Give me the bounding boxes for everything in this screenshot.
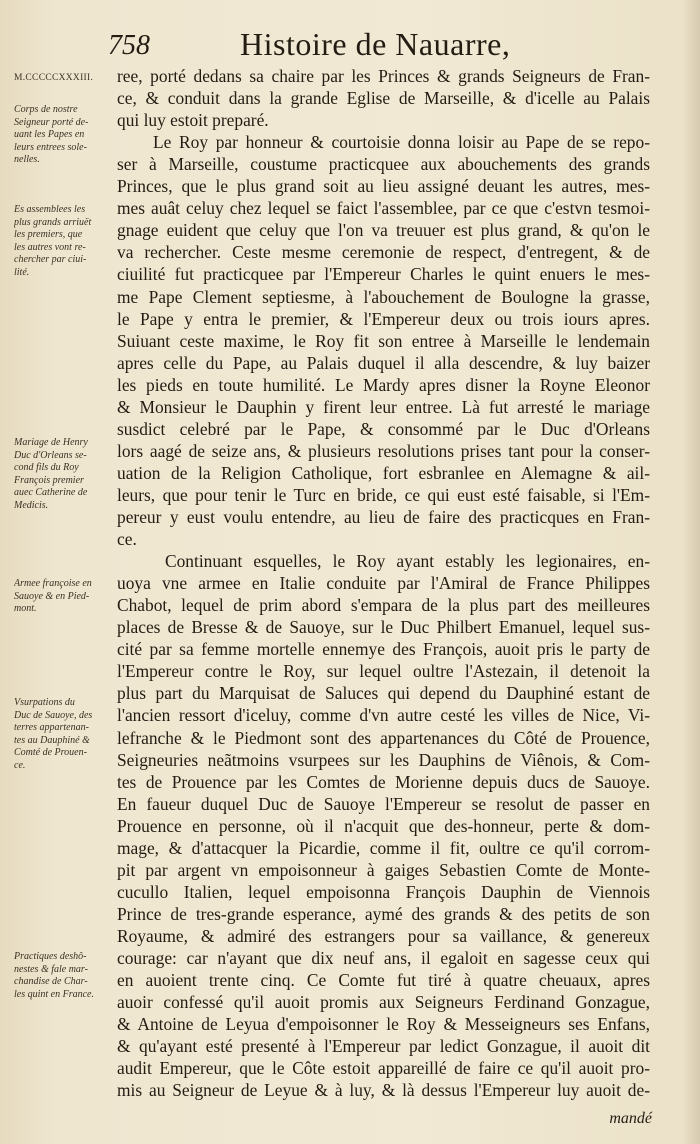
margin-note-line: Medicis. xyxy=(14,499,49,511)
text-line: Suiuant ceste maxime, le Roy fit son entree à Marseille le lendemain xyxy=(117,330,650,351)
margin-note-line: Duc d'Orleans se- xyxy=(14,449,87,461)
text-line: ser à Marseille, coustume practicquee aux abouchements des grands xyxy=(117,154,650,175)
margin-note-line: auec Catherine de xyxy=(14,487,88,498)
text-line: & Monsieur le Dauphin y firent leur entree. Là fut arresté le mariage xyxy=(117,396,650,417)
margin-note-line: nelles. xyxy=(14,154,40,165)
margin-note xyxy=(14,578,116,616)
text-line: tes de Prouence par les Comtes de Morienne depuis ducs de Sauoye. xyxy=(117,771,650,792)
text-line: Royaume, & admiré des estrangers pour sa vaillance, & genereux xyxy=(117,925,650,946)
margin-note-line: nestes & fale mar- xyxy=(14,963,88,975)
running-title: Histoire de Nauarre, xyxy=(240,26,511,62)
text-line: leurs, que pour tenir le Turc en bride, ce qui eust esté faisable, si l'Em- xyxy=(117,484,650,505)
text-line: pit par argent vn empoisonneur à gaiges Sebastien Comte de Monte- xyxy=(117,859,650,880)
margin-note-line: Sauoye & en Pied- xyxy=(14,590,90,602)
text-line: pereur y eust voulu entendre, au lieu de faire des practicques en Fran- xyxy=(117,507,650,527)
margin-note-line: Comté de Prouen- xyxy=(14,747,87,758)
margin-note xyxy=(14,204,116,279)
text-line: cucullo Italien, lequel empoisonna François Dauphin de Viennois xyxy=(117,881,650,902)
text-line: mis au Seigneur de Leyue & à luy, & là dessus l'Empereur luy auoit de- xyxy=(117,1080,650,1101)
margin-note-line: Armee françoise en xyxy=(14,578,92,589)
text-line: uation de la Religion Catholique, fort esbranlee en Alemagne & ail- xyxy=(117,462,650,483)
margin-note xyxy=(14,72,116,85)
text-line: courage: car n'ayant que dix neuf ans, il egaloit en sagesse ceux qui xyxy=(117,948,650,968)
margin-note-line: les premiers, que xyxy=(14,229,83,240)
text-line: l'ancien ressort d'iceluy, comme d'vn autre cesté les villes de Nice, Vi- xyxy=(117,705,650,726)
text-line: mage, & d'attacquer la Picardie, comme il fit, oultre ce qu'il corrom- xyxy=(117,837,650,858)
text-line: Prouence en personne, où il n'acquit que des-honneur, perte & dom- xyxy=(117,815,650,836)
margin-note-line: Mariage de Henry xyxy=(14,437,88,448)
margin-note-line: lité. xyxy=(14,266,30,278)
text-line: Prince de tres-grande esperance, aymé des grands & des petits de son xyxy=(117,903,650,924)
margin-note-line: Seigneur porté de- xyxy=(14,116,89,128)
text-line: en auoient trente cinq. Ce Comte fut tiré à quatre cheuaux, apres xyxy=(117,970,650,991)
text-line: l'Empereur contre le Roy, sur lequel oultre l'Astezain, il detenoit la xyxy=(117,661,650,682)
margin-note-line: leurs entrees sole- xyxy=(14,141,87,153)
margin-note-line: chandise de Char- xyxy=(14,976,88,987)
margin-note-line: ce. xyxy=(14,759,26,771)
text-line: places de Bresse & de Sauoye, sur le Duc Philbert Emanuel, lequel sus- xyxy=(117,617,650,638)
text-line: Seigneuries neãtmoins vsurpees sur les Dauphins de Viênois, & Com- xyxy=(117,749,650,770)
text-line: susdict celebré par le Pape, & consommé par le Duc d'Orleans xyxy=(117,418,650,439)
text-line: qui luy estoit preparé. xyxy=(117,110,269,131)
margin-note-line: Corps de nostre xyxy=(14,104,78,115)
text-line: mes auât celuy chez lequel se faict l'assemblee, par ce que c'estvn tesmoi- xyxy=(117,198,650,219)
text-line: cité par sa femme mortelle ennemye des François, auoit pris le party de xyxy=(117,639,650,660)
margin-note-line: uant les Papes en xyxy=(14,129,85,140)
margin-note-line: chercher par ciui- xyxy=(14,254,87,265)
margin-note-line: Duc de Sauoye, des xyxy=(14,709,93,721)
margin-note-line: Vsurpations du xyxy=(14,697,75,708)
margin-note xyxy=(14,437,116,512)
text-line: ree, porté dedans sa chaire par les Princes & grands Seigneurs de Fran- xyxy=(117,66,650,86)
text-line: ciuilité fut practicquee par l'Empereur Charles le quint enuers le mes- xyxy=(117,264,650,285)
text-line: Continuant esquelles, le Roy ayant estably les legionaires, en- xyxy=(165,551,650,572)
margin-note-line: tes au Dauphiné & xyxy=(14,734,90,746)
margin-note-line: les autres vont re- xyxy=(14,241,86,253)
margin-note-line: terres appartenan- xyxy=(14,722,89,733)
margin-note-line: cond fils du Roy xyxy=(14,462,79,473)
margin-note-line: mont. xyxy=(14,603,37,614)
margin-note-line: plus grands arriuët xyxy=(14,216,92,228)
text-line: va rechercher. Ceste mesme ceremonie de respect, d'entregent, & de xyxy=(117,242,650,263)
text-line: me Pape Clement septiesme, à l'abouchement de Boulogne la grasse, xyxy=(117,286,650,307)
text-line: lors aagé de seize ans, & plusieurs resolutions prises tant pour la conser- xyxy=(117,440,650,461)
text-line: plus part du Marquisat de Saluces qui depend du Dauphiné estant de xyxy=(117,683,650,704)
margin-note-line: Es assemblees les xyxy=(14,204,86,215)
text-line: & qu'ayant esté presenté à l'Empereur par ledict Gonzague, il auoit dit xyxy=(117,1036,650,1057)
margin-note-line: Practiques deshô- xyxy=(14,951,87,962)
text-line: Princes, que le plus grand soit au lieu assigné deuant les autres, mes- xyxy=(117,176,650,197)
text-line: En faueur duquel Duc de Sauoye l'Empereur se resolut de passer en xyxy=(117,793,650,814)
text-line: le Pape y entra le premier, & l'Empereur deux ou trois iours apres. xyxy=(117,308,650,329)
text-line: ce. xyxy=(117,529,137,550)
text-line: audit Empereur, que le Côte estoit appareillé de faire ce qu'il auoit pro- xyxy=(117,1058,650,1079)
text-line: gnage euident que celuy que l'on va treuuer est plus grand, & qu'on le xyxy=(117,220,650,241)
margin-note xyxy=(14,697,116,772)
text-line: les pieds en toute humilité. Le Mardy apres disner la Royne Eleonor xyxy=(117,374,650,395)
text-line: uoya vne armee en Italie conduite par l'Amiral de France Philippes xyxy=(117,573,650,594)
margin-note xyxy=(14,104,116,167)
text-line: apres celle du Pape, au Palais duquel il alla descendre, & luy baizer xyxy=(117,352,650,373)
margin-note-line: les quint en France. xyxy=(14,988,94,1000)
margin-note-line: François premier xyxy=(14,474,84,486)
text-line: ce, & conduit dans la grande Eglise de Marseille, & d'icelle au Palais xyxy=(117,88,650,109)
text-line: lefranche & le Piedmont sont des appartenances du Côté de Prouence, xyxy=(117,727,650,748)
text-line: Le Roy par honneur & courtoisie donna loisir au Pape de se repo- xyxy=(153,132,650,153)
margin-note-line: M.CCCCCXXXIII. xyxy=(14,73,94,83)
page-number: 758 xyxy=(108,30,150,61)
page-edge-shadow xyxy=(682,0,700,1144)
margin-note xyxy=(14,951,116,1001)
text-line: auoir confessé qu'il auoit promis aux Seigneurs Ferdinand Gonzague, xyxy=(117,992,650,1013)
text-line: Chabot, lequel de prim abord s'empara de la plus part des meilleures xyxy=(117,595,650,616)
text-line: & Antoine de Leyua d'empoisonner le Roy & Messeigneurs ses Enfans, xyxy=(117,1014,650,1035)
catchword: mandé xyxy=(609,1110,652,1127)
